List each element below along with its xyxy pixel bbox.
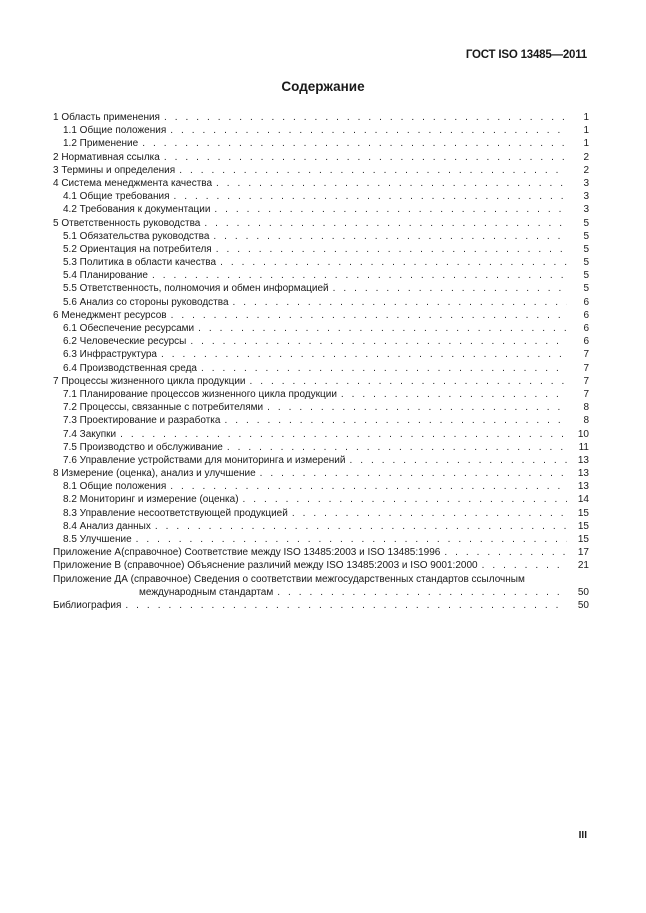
toc-leader-dots (267, 401, 567, 414)
toc-entry-page: 15 (577, 534, 589, 545)
toc-entry-label: 4 Система менеджмента качества (53, 177, 213, 189)
toc-entry-label: 1.1 Общие положения (63, 125, 167, 137)
toc-leader-dots (243, 493, 567, 506)
toc-entry-label: 7.3 Проектирование и разработка (63, 415, 221, 427)
toc-leader-dots (216, 177, 567, 190)
toc-leader-dots (250, 375, 567, 388)
toc-leader-dots (224, 414, 567, 427)
toc-leader-dots (125, 599, 567, 612)
toc-entry-label: 1 Область применения (53, 112, 160, 123)
toc-entry[interactable] (53, 190, 589, 203)
toc-entry-label: 7.1 Планирование процессов жизненного цикла продукции (63, 388, 337, 400)
toc-entry[interactable] (53, 111, 589, 124)
toc-entry-page: 1 (583, 125, 589, 137)
toc-leader-dots (170, 480, 567, 493)
toc-entry-label: 7.6 Управление устройствами для мониторинга и измерений (63, 454, 346, 466)
toc-entry[interactable] (53, 296, 589, 309)
toc-leader-dots (349, 454, 567, 467)
toc-entry[interactable] (53, 599, 589, 612)
toc-leader-dots (136, 533, 567, 546)
toc-entry-label: 8.5 Улучшение (63, 534, 132, 545)
toc-leader-dots (164, 111, 567, 124)
toc-leader-dots (174, 190, 567, 203)
page-title: Содержание (281, 79, 365, 94)
toc-entry[interactable] (53, 414, 589, 427)
toc-entry[interactable] (53, 230, 589, 243)
toc-entry-label: 8.3 Управление несоответствующей продукцией (63, 507, 288, 519)
toc-entry-label: международным стандартам (139, 586, 274, 598)
toc-entry-page: 13 (577, 481, 589, 493)
toc-entry-label: Приложение В (справочное) Объяснение различий между ISO 13485:2003 и ISO 9001:2000 (53, 560, 478, 572)
toc-leader-dots (227, 441, 567, 454)
toc-entry-page: 8 (583, 415, 589, 427)
toc-entry-page: 13 (577, 454, 589, 466)
toc-entry-page: 5 (583, 243, 589, 255)
toc-entry-label: 4.2 Требования к документации (63, 204, 211, 216)
toc-entry[interactable] (53, 151, 589, 164)
toc-entry-label: 7.5 Производство и обслуживание (63, 441, 223, 453)
toc-entry[interactable] (53, 256, 589, 269)
toc-entry-page: 6 (583, 296, 589, 308)
toc-entry-label: 8.4 Анализ данных (63, 520, 151, 532)
table-of-contents (53, 111, 589, 612)
toc-entry-label: Приложение ДА (справочное) Сведения о соответствии межгосударственных стандартов ссылочным (53, 573, 525, 585)
toc-entry-label: 6.3 Инфраструктура (63, 349, 157, 361)
toc-entry[interactable] (53, 124, 589, 137)
toc-entry[interactable] (53, 348, 589, 361)
toc-entry-page: 14 (577, 494, 589, 506)
toc-entry-page: 5 (583, 283, 589, 295)
toc-entry[interactable] (53, 573, 589, 586)
toc-leader-dots (220, 256, 567, 269)
toc-entry-page: 11 (578, 441, 589, 453)
toc-entry-label: 6.4 Производственная среда (63, 362, 197, 374)
toc-entry[interactable] (53, 309, 589, 322)
toc-leader-dots (201, 362, 567, 375)
toc-entry-page: 7 (583, 362, 589, 374)
toc-entry[interactable] (53, 375, 589, 388)
toc-entry-page: 6 (583, 309, 589, 321)
toc-entry-page: 50 (577, 599, 589, 611)
toc-leader-dots (444, 546, 567, 559)
toc-leader-dots (260, 467, 567, 480)
toc-entry-page: 3 (583, 177, 589, 189)
toc-entry-label: 5.6 Анализ со стороны руководства (63, 296, 229, 308)
document-standard-header: ГОСТ ISO 13485—2011 (465, 49, 587, 61)
toc-entry[interactable] (53, 480, 589, 493)
toc-entry-label: 5.3 Политика в области качества (63, 257, 217, 269)
toc-leader-dots (142, 137, 567, 150)
toc-leader-dots (155, 520, 567, 533)
toc-entry-page: 17 (577, 547, 589, 559)
toc-entry-label: 8 Измерение (оценка), анализ и улучшение (53, 468, 256, 480)
toc-entry-label: Библиография (53, 599, 122, 611)
toc-entry[interactable] (53, 546, 589, 559)
toc-leader-dots (164, 151, 567, 164)
toc-entry[interactable] (53, 362, 589, 375)
toc-entry-page: 13 (577, 468, 589, 480)
toc-entry[interactable] (53, 137, 589, 150)
toc-leader-dots (152, 269, 567, 282)
toc-entry[interactable] (53, 428, 589, 441)
toc-entry[interactable] (53, 282, 589, 295)
toc-entry[interactable] (53, 507, 589, 520)
toc-entry[interactable] (53, 164, 589, 177)
toc-entry-page: 2 (583, 151, 589, 163)
toc-leader-dots (216, 243, 567, 256)
toc-leader-dots (482, 559, 567, 572)
toc-entry-page: 7 (583, 349, 589, 361)
toc-entry-page: 2 (583, 164, 589, 176)
toc-entry-label: 7.2 Процессы, связанные с потребителями (63, 402, 264, 414)
toc-entry-label: 6.1 Обеспечение ресурсами (63, 323, 195, 334)
toc-entry-page: 5 (583, 217, 589, 229)
toc-entry[interactable] (53, 335, 589, 348)
toc-entry[interactable] (53, 533, 589, 546)
toc-leader-dots (120, 428, 567, 441)
toc-entry-label: 4.1 Общие требования (63, 191, 170, 203)
toc-entry-label: 7 Процессы жизненного цикла продукции (53, 375, 246, 387)
toc-entry-label: 2 Нормативная ссылка (53, 151, 160, 163)
toc-entry-label: Приложение А(справочное) Соответствие между ISO 13485:2003 и ISO 13485:1996 (53, 547, 441, 559)
toc-entry[interactable] (53, 493, 589, 506)
toc-entry[interactable] (53, 454, 589, 467)
toc-entry[interactable] (53, 243, 589, 256)
toc-entry[interactable] (53, 520, 589, 533)
toc-leader-dots (198, 322, 567, 335)
toc-entry-page: 50 (577, 586, 589, 598)
toc-entry-page: 7 (583, 375, 589, 387)
toc-leader-dots (333, 282, 567, 295)
toc-entry[interactable] (53, 401, 589, 414)
toc-entry-page: 7 (583, 388, 589, 400)
toc-entry-label: 5 Ответственность руководства (53, 217, 201, 229)
toc-entry-page: 1 (583, 112, 589, 123)
toc-leader-dots (233, 296, 567, 309)
toc-entry[interactable] (53, 441, 589, 454)
toc-entry[interactable] (53, 203, 589, 216)
toc-leader-dots (292, 507, 567, 520)
toc-leader-dots (171, 309, 567, 322)
toc-entry-page: 15 (577, 520, 589, 532)
toc-entry-page: 21 (577, 560, 589, 572)
toc-entry-page: 5 (583, 257, 589, 269)
toc-entry-label: 5.4 Планирование (63, 270, 148, 282)
toc-entry-page: 8 (583, 402, 589, 414)
toc-entry-label: 3 Термины и определения (53, 164, 176, 176)
toc-entry-label: 5.2 Ориентация на потребителя (63, 243, 212, 255)
toc-leader-dots (277, 586, 567, 599)
toc-entry[interactable] (53, 177, 589, 190)
toc-entry-label: 5.1 Обязательства руководства (63, 230, 210, 242)
toc-leader-dots (341, 388, 567, 401)
toc-leader-dots (190, 335, 567, 348)
toc-entry-label: 6 Менеджмент ресурсов (53, 309, 167, 321)
toc-leader-dots (161, 348, 567, 361)
toc-entry-page: 10 (577, 428, 589, 440)
toc-entry-page: 5 (583, 270, 589, 282)
toc-entry-label: 8.2 Мониторинг и измерение (оценка) (63, 494, 239, 506)
toc-entry[interactable] (53, 586, 589, 599)
toc-entry-page: 1 (583, 138, 589, 150)
toc-entry-page: 5 (583, 230, 589, 242)
toc-entry[interactable] (53, 559, 589, 572)
toc-leader-dots (204, 217, 567, 230)
toc-entry-page: 15 (577, 507, 589, 519)
toc-entry[interactable] (53, 467, 589, 480)
toc-leader-dots (214, 203, 567, 216)
toc-leader-dots (170, 124, 567, 137)
page-number: III (578, 830, 587, 841)
toc-entry-page: 3 (583, 204, 589, 216)
toc-entry-label: 7.4 Закупки (63, 428, 117, 440)
toc-leader-dots (213, 230, 567, 243)
toc-entry-label: 1.2 Применение (63, 138, 139, 150)
toc-entry-page: 6 (583, 323, 589, 334)
toc-entry-page: 3 (583, 191, 589, 203)
toc-entry[interactable] (53, 322, 589, 335)
toc-entry[interactable] (53, 388, 589, 401)
toc-entry-label: 8.1 Общие положения (63, 481, 167, 493)
toc-entry[interactable] (53, 269, 589, 282)
toc-entry[interactable] (53, 217, 589, 230)
toc-entry-page: 6 (583, 336, 589, 348)
toc-entry-label: 5.5 Ответственность, полномочия и обмен информацией (63, 283, 329, 295)
toc-leader-dots (179, 164, 567, 177)
toc-entry-label: 6.2 Человеческие ресурсы (63, 336, 187, 348)
